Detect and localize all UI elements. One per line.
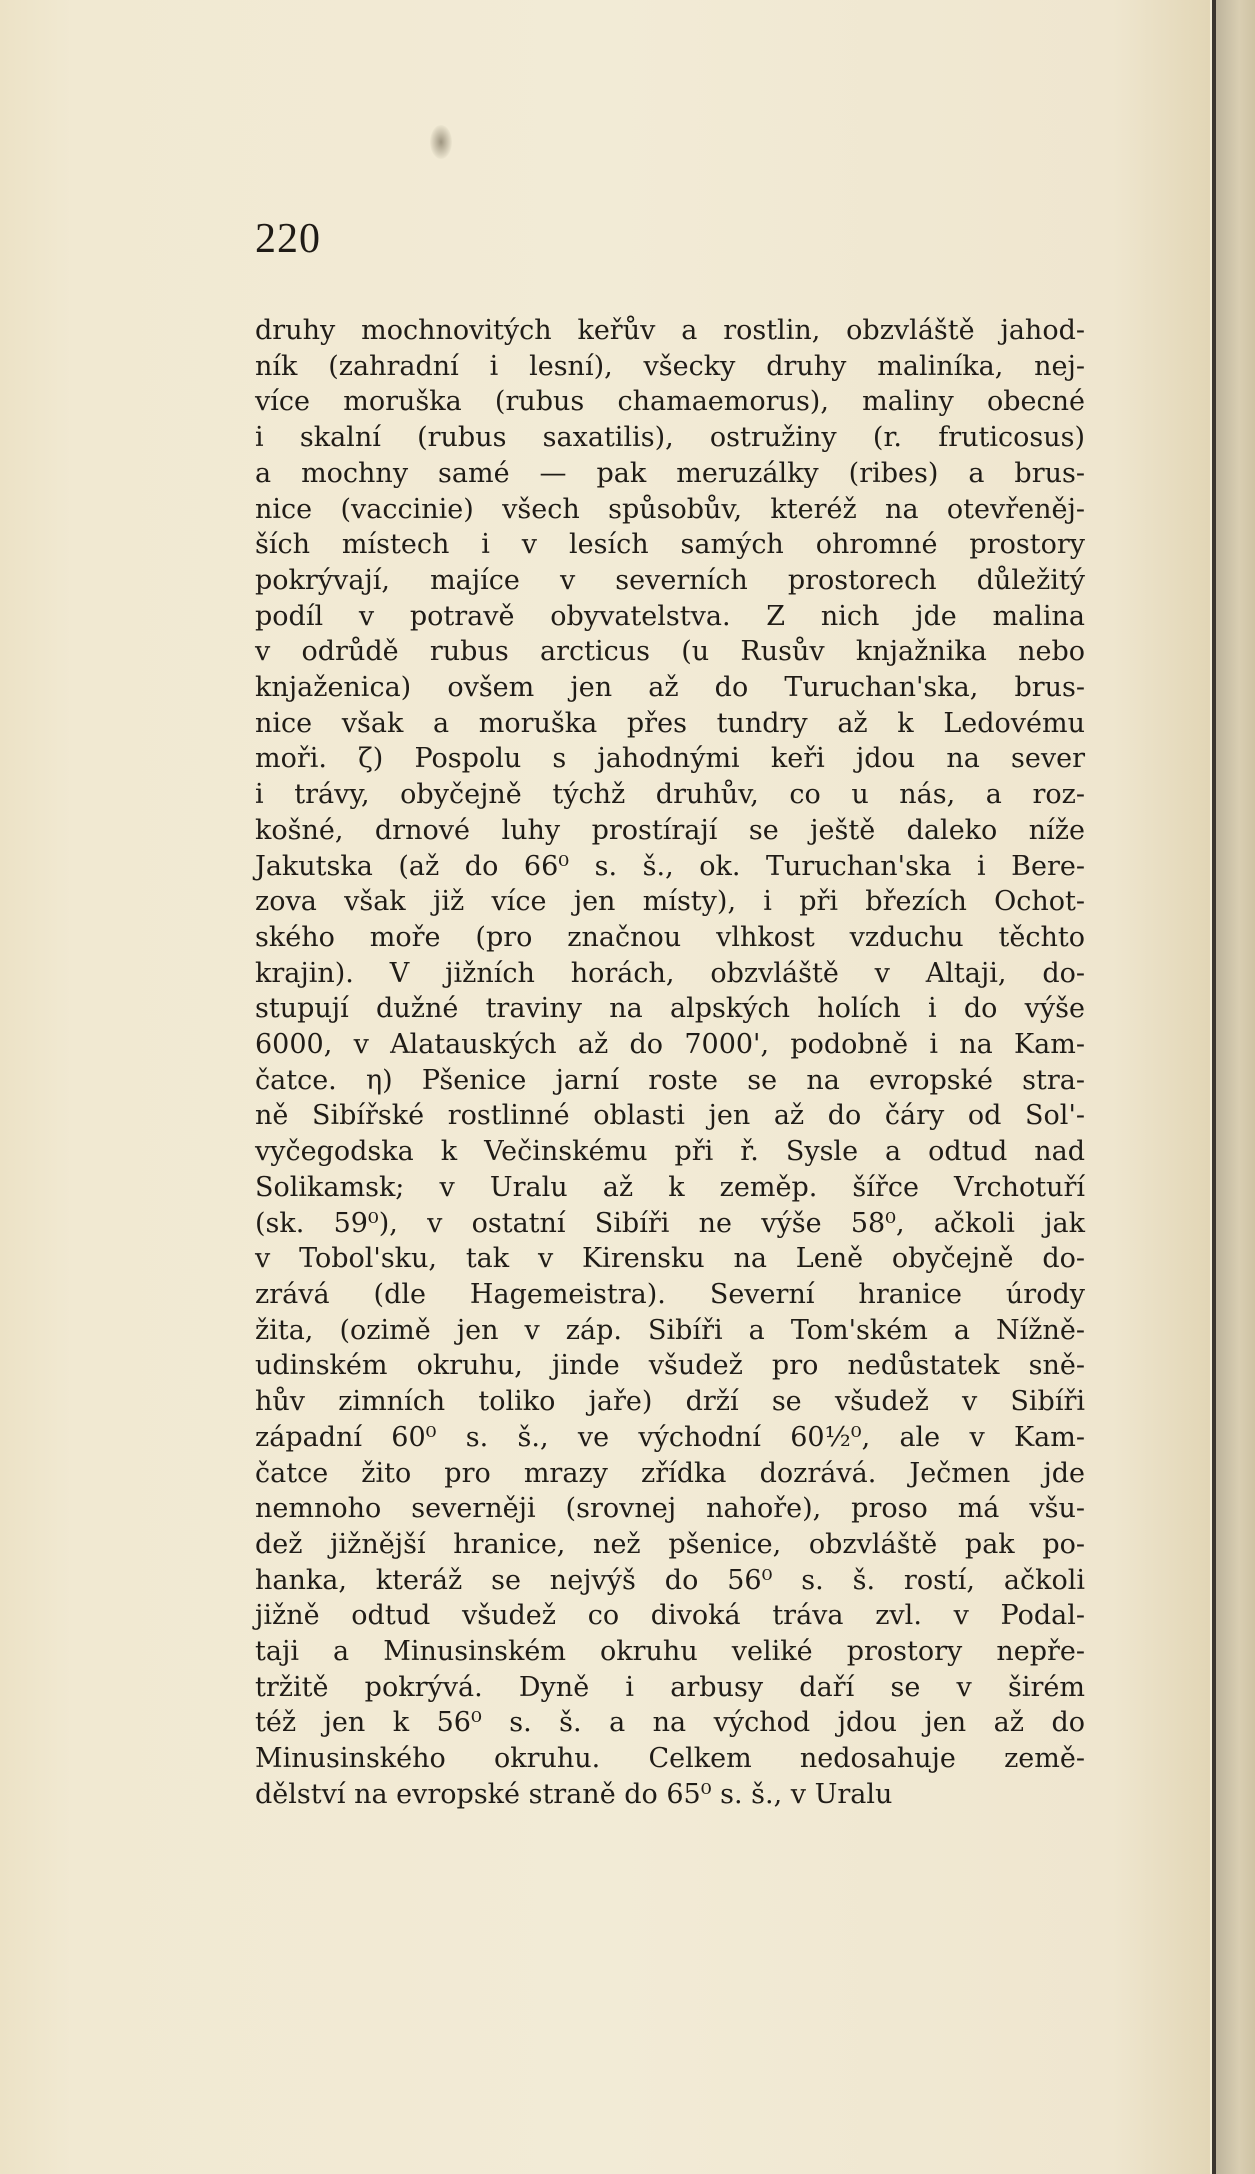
- text-line: udinském okruhu, jinde všudež pro nedůstatek sně-: [255, 1350, 1085, 1382]
- text-line: nice (vaccinie) všech spůsobův, kteréž na otevřeněj-: [255, 493, 1085, 525]
- text-line: tržitě pokrývá. Dyně i arbusy daří se v širém: [255, 1671, 1085, 1703]
- adjacent-page-edge: [1216, 0, 1255, 2174]
- text-line: nice však a moruška přes tundry až k Ledovému: [255, 707, 1085, 739]
- text-line: ského moře (pro značnou vlhkost vzduchu těchto: [255, 921, 1085, 953]
- text-line: (sk. 59⁰), v ostatní Sibíři ne výše 58⁰, ačkoli jak: [255, 1207, 1085, 1239]
- text-line: podíl v potravě obyvatelstva. Z nich jde malina: [255, 600, 1085, 632]
- text-line: a mochny samé — pak meruzálky (ribes) a brus-: [255, 457, 1085, 489]
- text-line: krajin). V jižních horách, obzvláště v Altaji, do-: [255, 957, 1085, 989]
- text-line: i skalní (rubus saxatilis), ostružiny (r. fruticosus): [255, 422, 1085, 454]
- text-line: západní 60⁰ s. š., ve východní 60½⁰, ale v Kam-: [255, 1421, 1085, 1453]
- text-line: ších místech i v lesích samých ohromné prostory: [255, 529, 1085, 561]
- text-line: v Tobol'sku, tak v Kirensku na Leně obyčejně do-: [255, 1243, 1085, 1275]
- text-line: vyčegodska k Večinskému při ř. Sysle a odtud nad: [255, 1136, 1085, 1168]
- page-number: 220: [255, 216, 321, 262]
- text-line: druhy mochnovitých keřův a rostlin, obzvláště jahod-: [255, 315, 1085, 346]
- text-line: moři. ζ) Pospolu s jahodnými keři jdou na sever: [255, 743, 1085, 775]
- text-line: ník (zahradní i lesní), všecky druhy maliníka, nej-: [255, 350, 1085, 382]
- text-line: zrává (dle Hagemeistra). Severní hranice úrody: [255, 1278, 1085, 1310]
- text-line: Jakutska (až do 66⁰ s. š., ok. Turuchan'ska i Bere-: [255, 850, 1085, 882]
- text-line: košné, drnové luhy prostírají se ještě daleko níže: [255, 814, 1085, 846]
- text-line: zova však již více jen místy), i při březích Ochot-: [255, 886, 1085, 918]
- text-line: hanka, kteráž se nejvýš do 56⁰ s. š. rostí, ačkoli: [255, 1564, 1085, 1596]
- text-line: Solikamsk; v Uralu až k zeměp. šířce Vrchotuří: [255, 1171, 1085, 1203]
- text-line: hův zimních toliko jaře) drží se všudež v Sibíři: [255, 1386, 1085, 1418]
- text-line: čatce žito pro mrazy zřídka dozrává. Ječmen jde: [255, 1457, 1085, 1489]
- text-line: dělství na evropské straně do 65⁰ s. š., v Uralu: [255, 1778, 893, 1810]
- ink-smudge: [430, 125, 452, 159]
- text-line: nemnoho severněji (srovnej nahoře), proso má všu-: [255, 1493, 1085, 1525]
- text-line: dež jižnější hranice, než pšenice, obzvláště pak po-: [255, 1528, 1085, 1560]
- text-line: i trávy, obyčejně týchž druhův, co u nás, a roz-: [255, 779, 1085, 811]
- text-line: více moruška (rubus chamaemorus), maliny obecné: [255, 386, 1085, 418]
- text-line: pokrývají, majíce v severních prostorech důležitý: [255, 564, 1085, 596]
- text-line: též jen k 56⁰ s. š. a na východ jdou jen až do: [255, 1707, 1085, 1739]
- text-line: čatce. η) Pšenice jarní roste se na evropské stra-: [255, 1064, 1085, 1096]
- text-line: stupují dužné traviny na alpských holích i do výše: [255, 993, 1085, 1025]
- text-line: žita, (ozimě jen v záp. Sibíři a Tom'ském a Nížně-: [255, 1314, 1085, 1346]
- text-line: 6000, v Alatauských až do 7000', podobně i na Kam-: [255, 1029, 1085, 1061]
- text-line: knjaženica) ovšem jen až do Turuchan'ska, brus-: [255, 672, 1085, 704]
- text-line: jižně odtud všudež co divoká tráva zvl. v Podal-: [255, 1600, 1085, 1632]
- text-line: taji a Minusinském okruhu veliké prostory nepře-: [255, 1636, 1085, 1668]
- text-line: Minusinského okruhu. Celkem nedosahuje země-: [255, 1743, 1085, 1775]
- text-line: v odrůdě rubus arcticus (u Rusův knjažnika nebo: [255, 636, 1085, 668]
- text-line: ně Sibířské rostlinné oblasti jen až do čáry od Sol'-: [255, 1100, 1085, 1132]
- body-text: [255, 313, 1085, 1813]
